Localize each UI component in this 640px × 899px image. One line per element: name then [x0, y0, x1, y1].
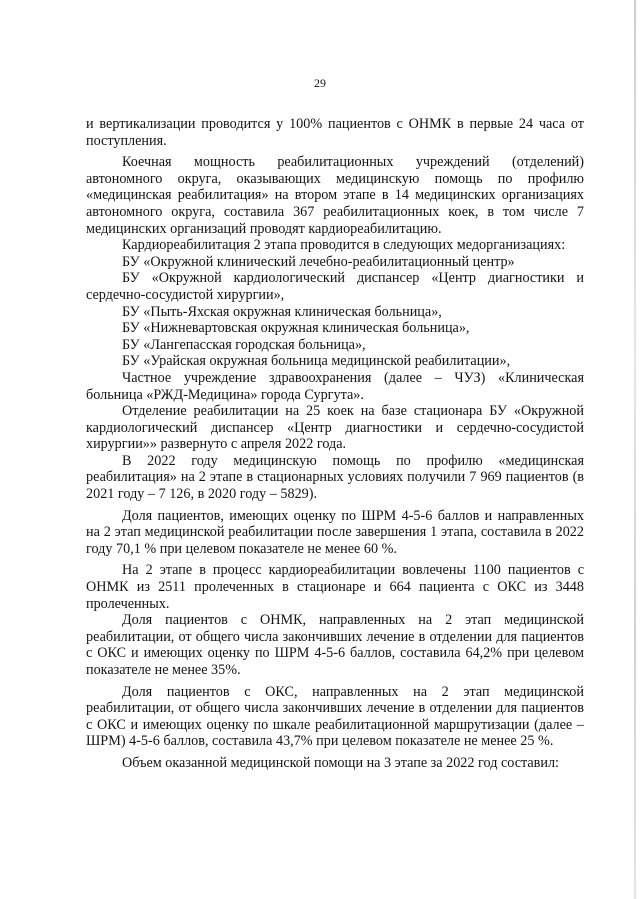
paragraph: На 2 этапе в процесс кардиореабилитации вовлечены 1100 пациентов с ОНМК из 2511 пролеченных в стационаре и 664 пациента с ОКС из 3448 пролеченных.: [86, 562, 584, 612]
scan-edge-shadow: [634, 0, 636, 899]
paragraph: Объем оказанной медицинской помощи на 3 этапе за 2022 год составил:: [122, 754, 559, 771]
page-number: 29: [314, 76, 326, 90]
paragraph: и вертикализации проводится у 100% пациентов с ОНМК в первые 24 часа от поступления.: [86, 116, 584, 149]
paragraph: БУ «Окружной клинический лечебно-реабилитационный центр»: [122, 253, 515, 270]
paragraph: Кардиореабилитация 2 этапа проводится в следующих медорганизациях:: [122, 237, 566, 254]
paragraph: В 2022 году медицинскую помощь по профилю «медицинская реабилитация» на 2 этапе в стационарных условиях получили 7 969 пациентов (в 2021 году – 7 126, в 2020 году – 5829).: [86, 452, 584, 503]
paragraph: БУ «Лангепасская городская больница»,: [122, 336, 366, 353]
paragraph: БУ «Урайская окружная больница медицинской реабилитации»,: [122, 353, 511, 370]
paragraph: БУ «Пыть-Яхская окружная клиническая больница»,: [122, 303, 442, 320]
paragraph: Отделение реабилитации на 25 коек на базе стационара БУ «Окружной кардиологический диспансер «Центр диагностики и сердечно-сосудистой хирургии»» развернуто с апреля 2022 года.: [86, 403, 584, 453]
paragraph: Доля пациентов с ОКС, направленных на 2 этап медицинской реабилитации, от общего числа закончивших лечение в отделении для пациентов с ОКС и имеющих оценку по шкале реабилитационной маршрутизации (далее – ШРМ) 4-5-6 баллов, составила 43,7% при целевом показателе не менее 25 %.: [86, 683, 584, 750]
paragraph: Частное учреждение здравоохранения (далее – ЧУЗ) «Клиническая больница «РЖД-Медицина» города Сургута».: [86, 369, 584, 403]
paragraph: Доля пациентов, имеющих оценку по ШРМ 4-5-6 баллов и направленных на 2 этап медицинской реабилитации после завершения 1 этапа, составила в 2022 году 70,1 % при целевом показателе не менее 60 %.: [86, 507, 584, 557]
paragraph: БУ «Нижневартовская окружная клиническая больница»,: [122, 320, 470, 337]
paragraph: БУ «Окружной кардиологический диспансер «Центр диагностики и сердечно-сосудистой хирургии»,: [86, 270, 584, 303]
document-body: [86, 116, 584, 772]
paragraph: Доля пациентов с ОНМК, направленных на 2 этап медицинской реабилитации, от общего числа закончивших лечение в отделении для пациентов с ОКС и имеющих оценку по ШРМ 4-5-6 баллов, составила 64,2% при целевом показателе не менее 35%.: [86, 612, 584, 678]
paragraph: Коечная мощность реабилитационных учреждений (отделений) автономного округа, оказывающих медицинскую помощь по профилю «медицинская реабилитация» на втором этапе в 14 медицинских организациях автономного округа, составила 367 реабилитационных коек, в том числе 7 медицинских организаций проводят кардиореабилитацию.: [86, 154, 584, 237]
